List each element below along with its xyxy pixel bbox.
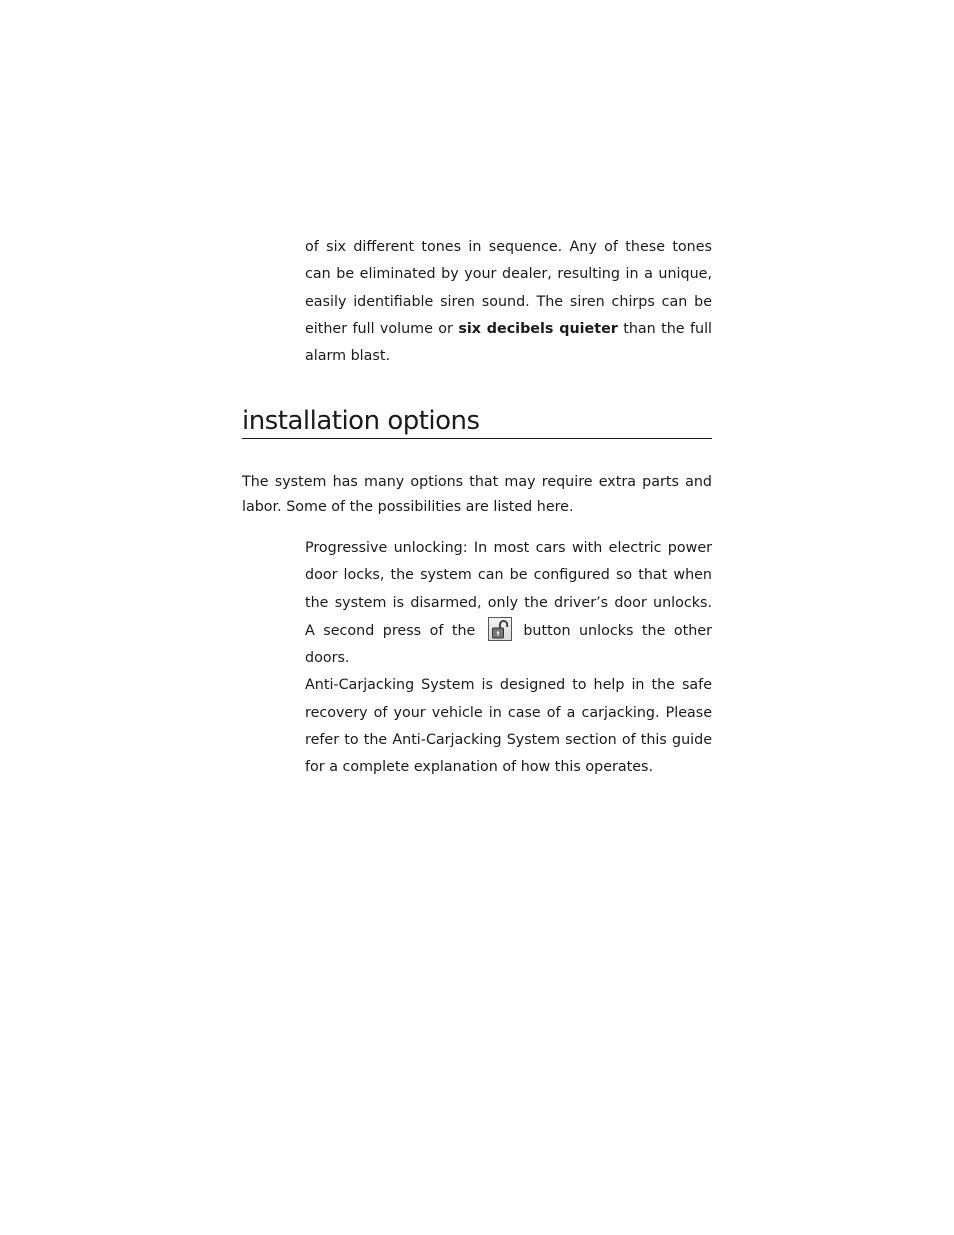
siren-paragraph [305,234,712,370]
option-anti-carjacking: Anti-Carjacking System is designed to help in the safe recovery of your vehicle in case of a carjacking. Please refer to the Anti-Carjacking System section of this guide for a complete explanation of how this operates. [305,677,712,776]
siren-text-end: than the full alarm blast. [305,320,713,365]
progressive-unlocking-text-start: Progressive unlocking: In most cars with electric power door locks, the system can be configured so that when the system is disarmed, only the driver’s door unlocks. A second press of the [305,540,712,639]
section-heading: installation options [242,406,480,436]
progressive-unlocking-text-end: button unlocks the other doors. [305,622,712,667]
option-progressive-unlocking [305,535,712,672]
siren-text-bold: six decibels quieter [458,320,618,337]
siren-text [305,234,712,370]
siren-text-start: of six different tones in sequence. Any of these tones can be eliminated by your dealer, resulting in a unique, easily identifiable siren sound. The siren chirps can be either full volume or [305,239,712,337]
options-list [305,535,712,782]
section-intro: The system has many options that may require extra parts and labor. Some of the possibilities are listed here. [242,474,712,515]
unlock-icon [488,617,512,641]
section-heading-rule [242,404,712,439]
